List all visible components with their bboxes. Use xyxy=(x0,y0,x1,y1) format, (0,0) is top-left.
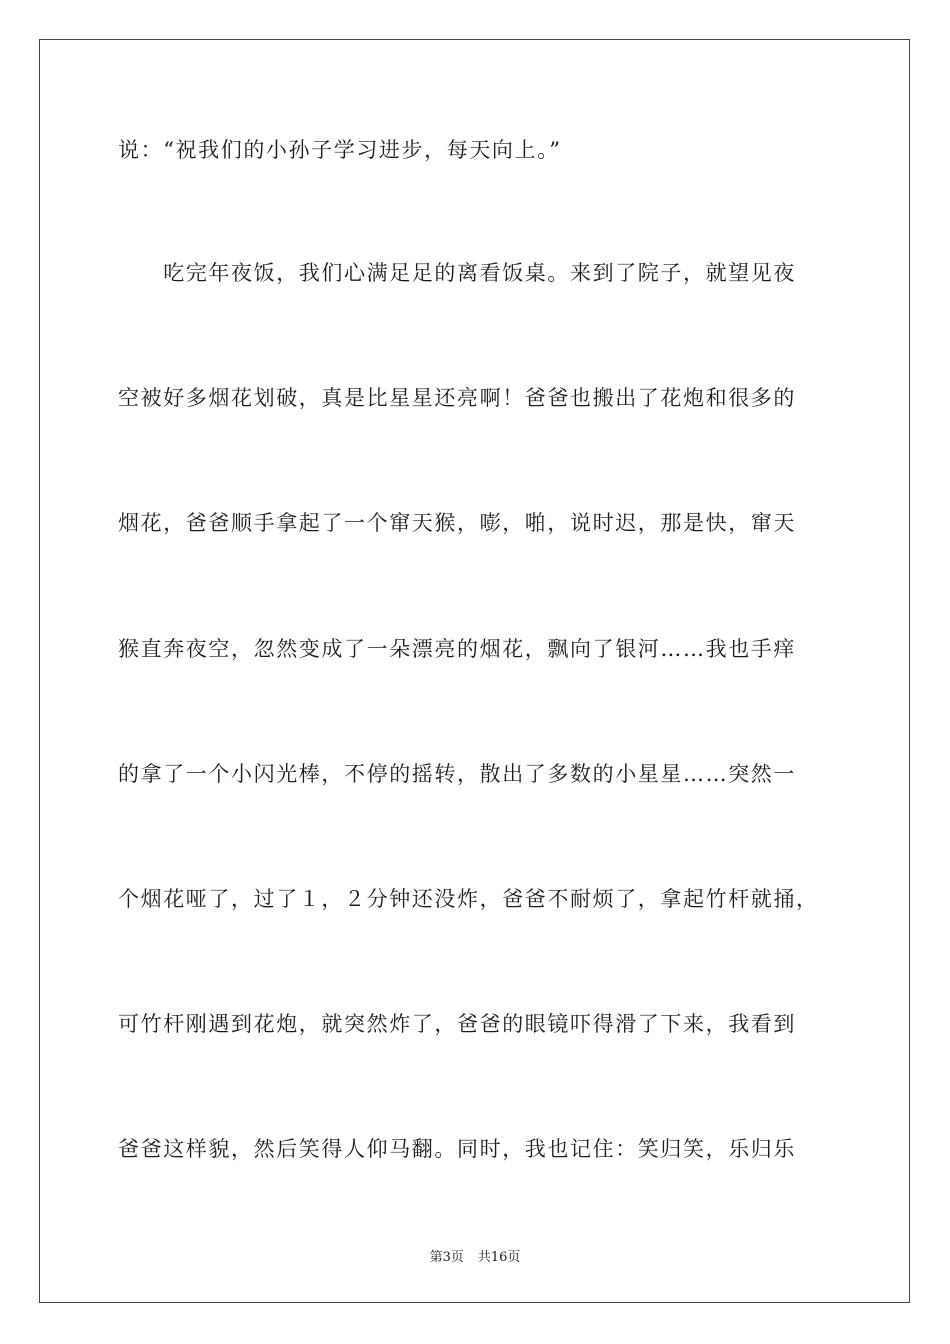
text-line: 烟花，爸爸顺手拿起了一个窜天猴，嘭，啪，说时迟，那是快，窜天 xyxy=(118,511,796,535)
text-line: 空被好多烟花划破，真是比星星还亮啊！爸爸也搬出了花炮和很多的 xyxy=(118,386,796,410)
text-line: 吃完年夜饭，我们心满足足的离看饭桌。来到了院子，就望见夜 xyxy=(118,261,796,285)
page-frame xyxy=(39,39,910,1303)
text-line: 的拿了一个小闪光棒，不停的摇转，散出了多数的小星星……突然一 xyxy=(118,762,796,786)
page-footer xyxy=(0,1246,950,1265)
text-line: 个烟花哑了，过了１，２分钟还没炸，爸爸不耐烦了，拿起竹杆就捅， xyxy=(118,887,819,911)
text-line: 说：“祝我们的小孙子学习进步，每天向上。” xyxy=(118,138,562,162)
page-total: 共16页 xyxy=(477,1250,521,1265)
text-line: 爸爸这样貌，然后笑得人仰马翻。同时，我也记住：笑归笑，乐归乐 xyxy=(118,1137,796,1161)
text-line: 猴直奔夜空，忽然变成了一朵漂亮的烟花，飘向了银河……我也手痒 xyxy=(118,637,796,661)
text-line: 可竹杆刚遇到花炮，就突然炸了，爸爸的眼镜吓得滑了下来，我看到 xyxy=(118,1012,796,1036)
page-number: 第3页 xyxy=(429,1250,464,1265)
